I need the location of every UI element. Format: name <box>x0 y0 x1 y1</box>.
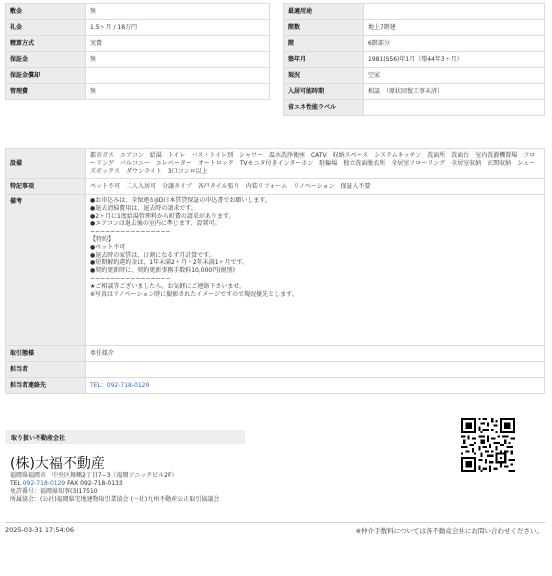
row-label-floors: 階数 <box>284 20 364 36</box>
table-row <box>6 20 270 36</box>
company-info <box>10 472 219 504</box>
contact-person-value <box>86 362 545 378</box>
table-row <box>284 52 545 68</box>
row-label-shikikin: 敷金 <box>6 4 86 20</box>
table-row <box>284 100 545 116</box>
company-license: 免許番号：福岡県知事(3)17510 <box>10 488 98 495</box>
table-row <box>6 36 270 52</box>
company-contact-line <box>10 480 219 488</box>
row-label-settlement: 精算方式 <box>6 36 86 52</box>
row-value-reikin: 1.5ヶ月 / 18万円 <box>86 20 270 36</box>
remarks-label: 備考 <box>6 195 86 346</box>
features-value: ペット不可 二人入居可 分譲タイプ 各戸タイル張り 内装リフォーム リノベーション 保証人不要 <box>86 179 545 195</box>
table-row <box>6 149 545 179</box>
rental-terms-table <box>5 3 270 100</box>
transaction-value: 専任媒介 <box>86 346 545 362</box>
details-table <box>5 148 545 394</box>
row-value-energy-label <box>364 100 545 116</box>
table-row <box>6 179 545 195</box>
table-row <box>284 68 545 84</box>
row-value-usage <box>364 4 545 20</box>
row-label-built: 築年月 <box>284 52 364 68</box>
row-label-energy-label: 省エネ性能ラベル <box>284 100 364 116</box>
company-fax: FAX 092-718-0133 <box>65 480 123 487</box>
company-name: (株)大福不動産 <box>10 456 105 472</box>
row-value-move-in: 相談 （原状回復工事未済） <box>364 84 545 100</box>
table-row <box>6 346 545 362</box>
row-value-deposit: 無 <box>86 52 270 68</box>
contact-tel-link[interactable]: TEL：092-718-0129 <box>90 381 150 389</box>
table-row <box>284 84 545 100</box>
row-label-reikin: 礼金 <box>6 20 86 36</box>
remarks-value: ●お申込みは、全保連かJID日本賃貸保証の申込書でお願いします。 ●退去清掃費用は、退去時の請求です。 ●2ヶ月に1度給湯管理料から町費の請求があります。 ●エアコンは退去後の室内に準じます、設置可。 −−−−−−−−−−−−−−−− 【特約】 ●ペット不可 ●退去時の家賃は、日割になるず月計算です。 ●短期解約違約金は、1年未満2ヶ月・2年未満1ヶ月です。 ●契約更新時に、契約更新事務手数料10,000円(税別) −−−−−−−−−−−−−−−− ★ご相談等ございましたら、お気軽にご連絡下さいませ。 ※写真はリノベーション時に撮影されたイメージですので現況優先とします。 <box>86 195 545 346</box>
table-row <box>284 36 545 52</box>
features-label: 特記事項 <box>6 179 86 195</box>
row-label-management-fee: 管理費 <box>6 84 86 100</box>
building-info-table <box>283 3 545 116</box>
contact-tel-value <box>86 378 545 394</box>
row-label-usage: 最適用途 <box>284 4 364 20</box>
contact-tel-label: 担当者連絡先 <box>6 378 86 394</box>
footer-divider <box>5 522 545 523</box>
equipment-value: 都市ガス エアコン 給湯 トイレ バス・トイレ別 シャワー 温水洗浄便座 CATV 収納スペース システムキッチン 洗面所 洗面台 室内洗濯機置場 フローリング バルコニー エレベーター オートロック TVモニタ付きインターホン 駐輪場 独立洗面脱衣所 全居室フローリング 全居室収納 玄関収納 シューズボックス ダウンライト 3口コンロ以上 <box>86 149 545 179</box>
table-row <box>6 52 270 68</box>
row-value-settlement: 実費 <box>86 36 270 52</box>
row-value-management-fee: 無 <box>86 84 270 100</box>
table-row <box>6 378 545 394</box>
transaction-label: 取引態様 <box>6 346 86 362</box>
company-address: 福岡県福岡市 中央区舞鶴2丁目7−3（福岡ソニックビル2F） <box>10 472 178 479</box>
company-section-header: 取り扱い不動産会社 <box>5 430 245 444</box>
table-row <box>6 195 545 346</box>
row-value-shikikin: 無 <box>86 4 270 20</box>
company-tel-link[interactable]: 092-718-0129 <box>22 480 66 487</box>
table-row <box>6 4 270 20</box>
row-label-move-in: 入居可能時期 <box>284 84 364 100</box>
row-label-status: 現況 <box>284 68 364 84</box>
print-timestamp: 2025-03-31 17:54:06 <box>5 526 75 534</box>
row-value-deposit-amortization <box>86 68 270 84</box>
table-row <box>284 20 545 36</box>
table-row <box>6 362 545 378</box>
contact-person-label: 担当者 <box>6 362 86 378</box>
row-value-floor: 6階部分 <box>364 36 545 52</box>
qr-code-icon <box>461 418 515 472</box>
table-row <box>284 4 545 20</box>
row-label-deposit: 保証金 <box>6 52 86 68</box>
row-value-built: 1981(S56)年1月（築44年3ヶ月） <box>364 52 545 68</box>
table-row <box>6 84 270 100</box>
table-row <box>6 68 270 84</box>
company-association: 所属協会：(公社)福岡県宅地建物取引業協会 (一社)九州不動産公正取引協議会 <box>10 496 220 503</box>
row-label-floor: 階 <box>284 36 364 52</box>
equipment-label: 設備 <box>6 149 86 179</box>
footer-note: ※仲介手数料については各不動産会社にお問い合わせください。 <box>355 527 543 535</box>
row-label-deposit-amortization: 保証金償却 <box>6 68 86 84</box>
row-value-floors: 地上7階建 <box>364 20 545 36</box>
company-tel-prefix: TEL <box>10 480 23 487</box>
row-value-status: 空家 <box>364 68 545 84</box>
